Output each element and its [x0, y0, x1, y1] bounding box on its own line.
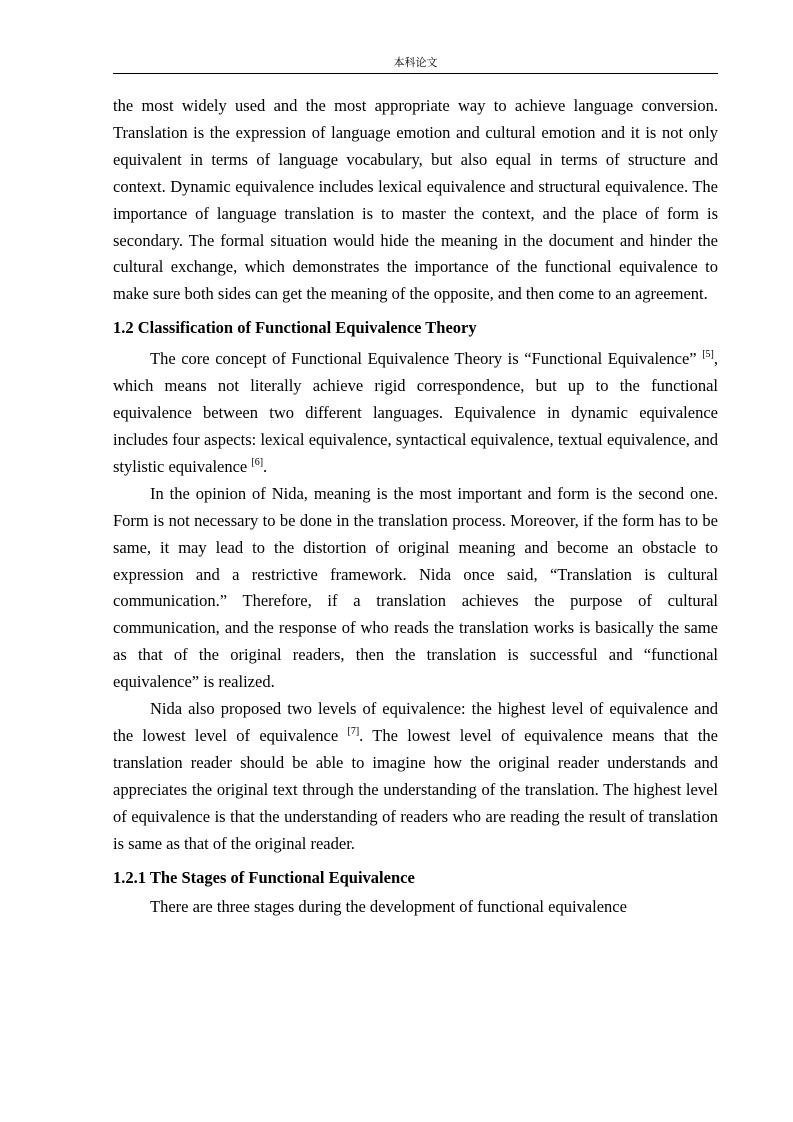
page-body	[113, 93, 718, 921]
paragraph-text: . The lowest level of equivalence means that the translation reader should be able to imagine how the original reader understands and appreciates the original text through the understanding of the translation. The highest level of equivalence is that the understanding of readers who are reading the result of translation is same as that of the original reader.	[113, 725, 718, 853]
header-divider	[113, 73, 718, 74]
paragraph-text: .	[263, 456, 268, 476]
section-heading-1-2-1: 1.2.1 The Stages of Functional Equivalence	[113, 868, 415, 888]
citation-ref-7: [7]	[347, 725, 360, 737]
paragraph-text: Nida also proposed two levels of equivalence: the highest level of equivalence and the lowest level of equivalence	[113, 699, 718, 745]
section-heading-1-2: 1.2 Classification of Functional Equivalence Theory	[113, 318, 477, 338]
paragraph-core-concept	[113, 346, 718, 481]
citation-ref-6: [6]	[251, 456, 264, 468]
citation-ref-5: [5]	[702, 349, 714, 361]
running-header: 本科论文	[393, 57, 438, 69]
paragraph-continued: the most widely used and the most appropriate way to achieve language conversion. Translation is the expression of language emotion and cultural emotion and it is not only equivalent in terms of language vocabulary, but also equal in terms of structure and context. Dynamic equivalence includes lexical equivalence and structural equivalence. The importance of language translation is to master the context, and the place of form is secondary. The formal situation would hide the meaning in the document and hinder the cultural exchange, which demonstrates the importance of the functional equivalence to make sure both sides can get the meaning of the opposite, and then come to an agreement.	[113, 96, 718, 304]
paragraph-levels-of-equivalence	[113, 696, 718, 857]
paragraph-stages: There are three stages during the development of functional equivalence	[150, 897, 627, 917]
paragraph-nida-opinion: In the opinion of Nida, meaning is the most important and form is the second one. Form is not necessary to be done in the translation process. Moreover, if the form has to be same, it may lead to the distortion of original meaning and become an obstacle to expression and a restrictive framework. Nida once said, “Translation is cultural communication.” Therefore, if a translation achieves the purpose of cultural communication, and the response of who reads the translation works is basically the same as that of the original readers, then the translation is successful and “functional equivalence” is realized.	[113, 483, 718, 692]
paragraph-text: The core concept of Functional Equivalence Theory is “Functional Equivalence”	[150, 349, 703, 369]
paragraph-text: , which means not literally achieve rigid correspondence, but up to the functional equivalence between two different languages. Equivalence in dynamic equivalence includes four aspects: lexical equivalence, syntactical equivalence, textual equivalence, and stylistic equivalence	[113, 349, 718, 476]
